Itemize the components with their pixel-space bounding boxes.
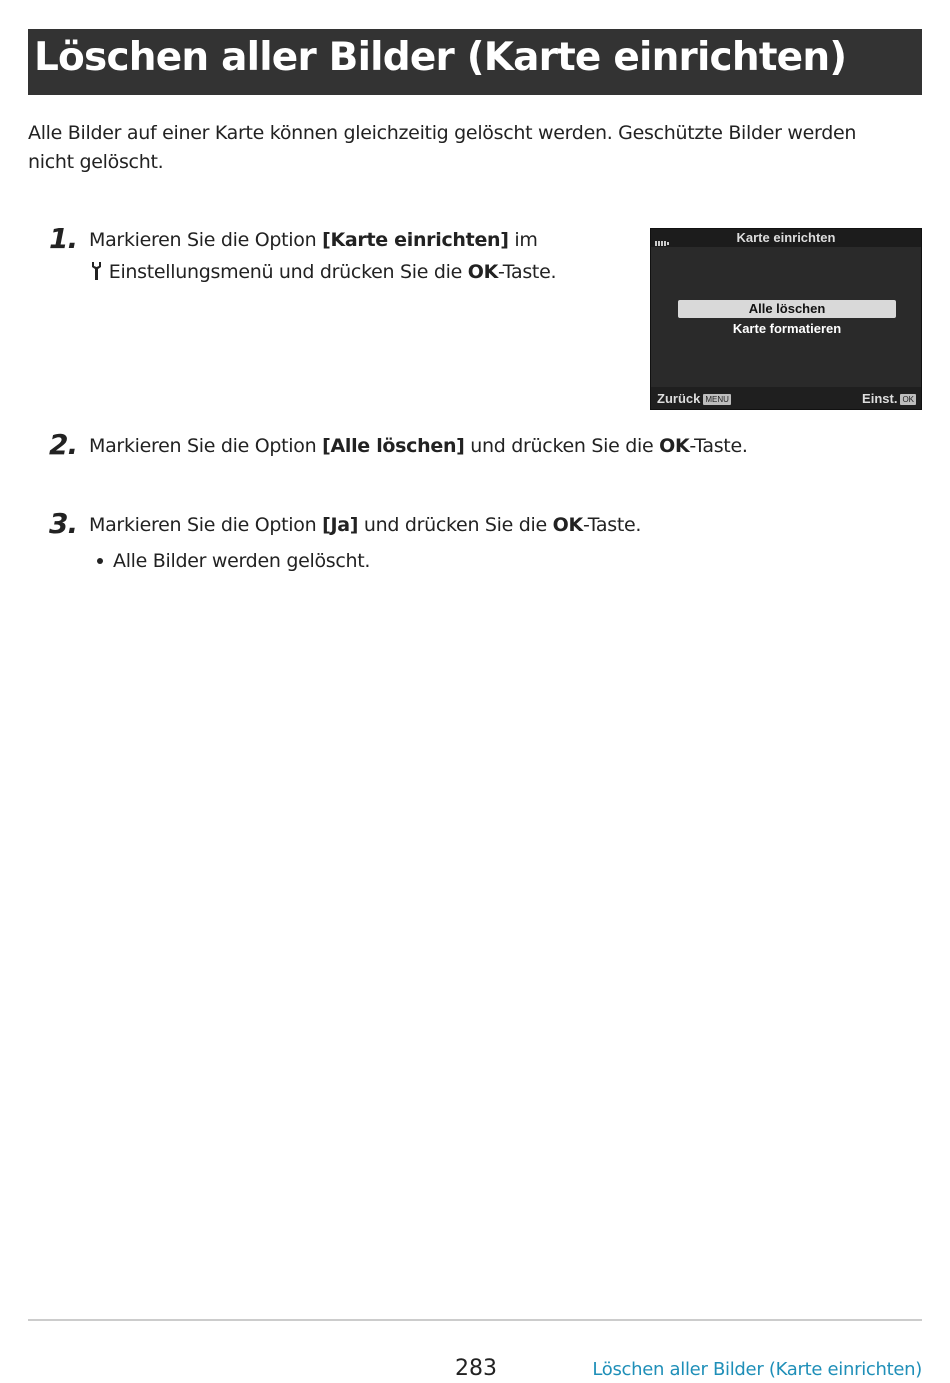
- ok-key-icon: OK: [902, 395, 914, 404]
- camera-menu-screen: [650, 228, 922, 410]
- menu-key-icon: MENU: [705, 395, 729, 404]
- step-2-ok-key: OK: [659, 435, 690, 457]
- camera-set-hint: [862, 391, 916, 406]
- step-2-text-b: und drücken Sie die: [464, 435, 660, 457]
- camera-option-alle-loeschen: Alle löschen: [678, 300, 896, 318]
- page-title: Löschen aller Bilder (Karte einrichten): [34, 35, 847, 80]
- step-1-text-b: im: [508, 229, 538, 251]
- bullet-dot-icon: [97, 558, 103, 564]
- wrench-icon: [89, 259, 103, 279]
- step-3-bullet: [97, 547, 370, 575]
- step-3-text: [89, 509, 641, 541]
- step-1-text-d: -Taste.: [498, 261, 557, 283]
- camera-back-label: Zurück: [657, 391, 701, 406]
- camera-screen-footer: [651, 387, 921, 409]
- step-1-line-1: [89, 224, 538, 256]
- footer-section-link[interactable]: Löschen aller Bilder (Karte einrichten): [592, 1359, 922, 1380]
- footer-divider: [28, 1319, 922, 1321]
- step-2-text-a: Markieren Sie die Option: [89, 435, 323, 457]
- step-1-number: 1.: [49, 222, 78, 255]
- step-2-text-c: -Taste.: [689, 435, 748, 457]
- camera-set-label: Einst.: [862, 391, 898, 406]
- step-3-number: 3.: [49, 507, 78, 540]
- step-1-option-karte-einrichten: [Karte einrichten]: [322, 229, 509, 251]
- step-3-bullet-text: Alle Bilder werden gelöscht.: [113, 550, 371, 572]
- step-3-ok-key: OK: [552, 514, 583, 536]
- step-1-ok-key: OK: [467, 261, 498, 283]
- step-1-text-c: Einstellungsmenü und drücken Sie die: [103, 261, 468, 283]
- step-3-text-b: und drücken Sie die: [358, 514, 553, 536]
- step-1-text-a: Markieren Sie die Option: [89, 229, 323, 251]
- page-number: 283: [455, 1356, 497, 1381]
- camera-screen-header: [651, 229, 921, 247]
- step-3-option-ja: [Ja]: [322, 514, 359, 536]
- step-3-text-c: -Taste.: [582, 514, 642, 536]
- step-2-number: 2.: [49, 428, 78, 461]
- step-2-text: [89, 430, 748, 462]
- step-1-line-2: [89, 256, 556, 288]
- camera-screen-title: Karte einrichten: [736, 230, 836, 245]
- camera-back-hint: [657, 391, 731, 406]
- camera-option-karte-formatieren: Karte formatieren: [732, 321, 842, 336]
- step-3-text-a: Markieren Sie die Option: [89, 514, 323, 536]
- intro-paragraph: Alle Bilder auf einer Karte können gleichzeitig gelöscht werden. Geschützte Bilder werden nicht gelöscht.: [28, 122, 857, 173]
- page-title-bar: [28, 29, 922, 95]
- step-2-option-alle-loeschen: [Alle löschen]: [322, 435, 465, 457]
